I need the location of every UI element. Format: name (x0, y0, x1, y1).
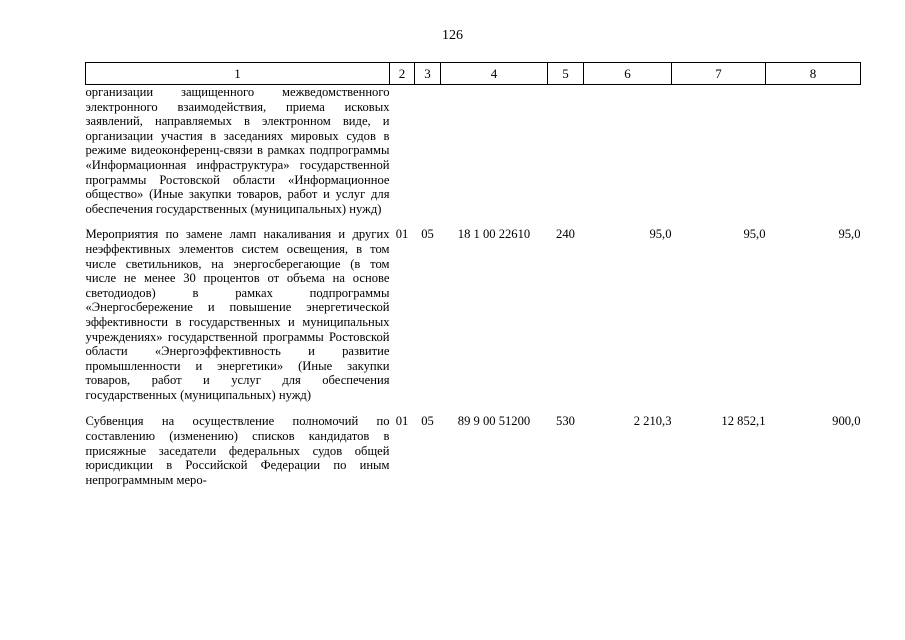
cell-target-article (441, 85, 548, 228)
row-description: Субвенция на осуществление полномочий по составлению (изменению) списков кандидатов в присяжные заседатели федеральных судов общей юрисдикции в Российской Федерации по иным непрограммным меро- (85, 414, 390, 487)
cell-subsection: 05 (421, 414, 434, 429)
table-row (86, 227, 861, 414)
cell-section: 01 (395, 414, 409, 429)
column-header: 7 (672, 63, 766, 85)
cell-amount-3: 900,0 (832, 414, 861, 429)
column-header: 4 (441, 63, 548, 85)
cell-subsection: 05 (421, 227, 434, 242)
table-row (86, 85, 861, 228)
cell-amount-1: 95,0 (649, 227, 672, 242)
cell-amount-2: 95,0 (743, 227, 766, 242)
cell-target-article: 18 1 00 22610 (457, 227, 531, 242)
cell-amount-3 (766, 85, 861, 228)
cell-amount-3: 95,0 (838, 227, 861, 242)
row-description: Мероприятия по замене ламп накаливания и других неэффективных элементов систем освещения, в том числе светильников, на энергосберегающие (в том числе не менее 30 процентов от объема на основе светодиодов) в рамках подпрограммы «Энергосбережение и повышение энергетической эффективности в государственных и муниципальных учреждениях» государственной программы Ростовской области «Энергоэффективность и развитие промышленности и энергетики» (Иные закупки товаров, работ и услуг для обеспечения государственных (муниципальных) нужд) (85, 227, 390, 402)
cell-expense-type: 530 (556, 414, 575, 429)
cell-subsection (415, 85, 441, 228)
budget-table (85, 62, 861, 487)
column-header: 1 (86, 63, 390, 85)
cell-amount-2: 12 852,1 (721, 414, 766, 429)
header-row (86, 63, 861, 85)
column-header: 3 (415, 63, 441, 85)
cell-expense-type (548, 85, 584, 228)
column-header: 6 (584, 63, 672, 85)
column-header: 5 (548, 63, 584, 85)
cell-expense-type: 240 (556, 227, 575, 242)
column-header: 8 (766, 63, 861, 85)
cell-target-article: 89 9 00 51200 (457, 414, 531, 429)
cell-amount-1 (584, 85, 672, 228)
cell-section (390, 85, 415, 228)
cell-amount-2 (672, 85, 766, 228)
cell-amount-1: 2 210,3 (633, 414, 672, 429)
column-header: 2 (390, 63, 415, 85)
page-number: 126 (442, 28, 463, 43)
row-description: организации защищенного межведомственного электронного взаимодействия, приема исковых заявлений, направляемых в электронном виде, и организации участия в заседаниях мировых судов в режиме видеоконференц-связи в рамках подпрограммы «Информационная инфраструктура» государственной программы Ростовской области «Информационное общество» (Иные закупки товаров, работ и услуг для обеспечения государственных (муниципальных) нужд) (85, 85, 390, 216)
cell-section: 01 (395, 227, 409, 242)
table-row (86, 414, 861, 487)
